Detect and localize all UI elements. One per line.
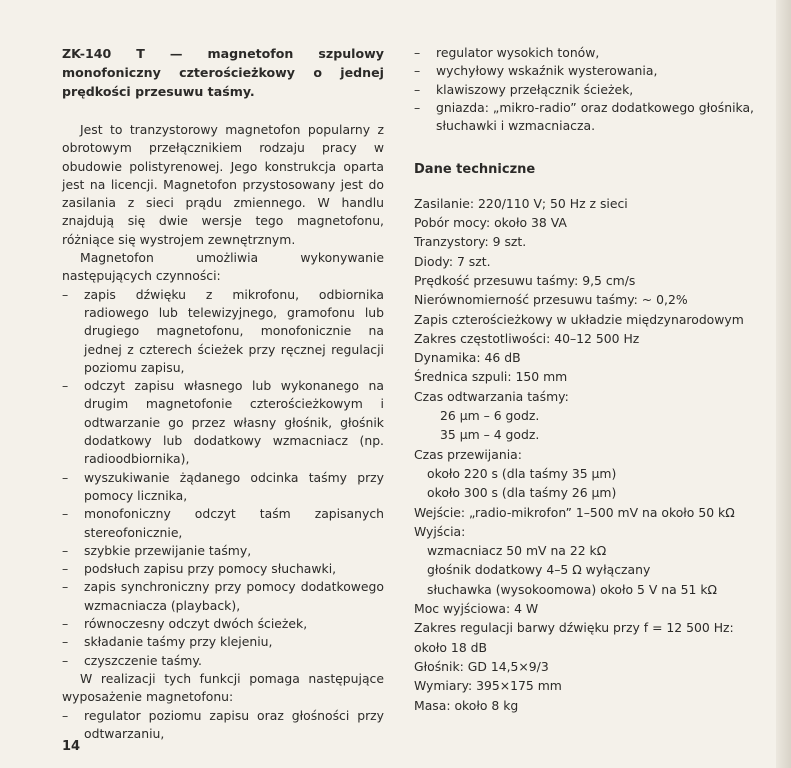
spec-line: Masa: około 8 kg xyxy=(414,697,519,713)
list-item: – odczyt zapisu własnego lub wykonanego na drugim magnetofonie czterościeżkowym i odtwarzanie go przez własny głośnik, głośnik dodatkowy lub dodatkowy wzmacniacz (np. radioodbiornika), xyxy=(62,377,384,468)
equipment-list-part2 xyxy=(414,44,754,135)
intro-paragraph: Jest to tranzystorowy magnetofon popularny z obrotowym przełącznikiem rodzaju pracy w obudowie polistyrenowej. Jego konstrukcja oparta jest na licencji. Magnetofon przystosowany jest do zasilania z sieci prądu zmiennego. W handlu znajdują się dwie wersje tego magnetofonu, różniące się wystrojem zewnętrznym. xyxy=(62,122,384,247)
spec-line: Zapis czterościeżkowy w układzie międzynarodowym xyxy=(414,311,744,327)
list-item: – równoczesny odczyt dwóch ścieżek, xyxy=(62,615,384,633)
list-item: – wychyłowy wskaźnik wysterowania, xyxy=(414,62,754,80)
product-title: ZK-140 T — magnetofon szpulowy monofoniczny czterościeżkowy o jednej prędkości przesuwu taśmy. xyxy=(62,46,384,99)
spec-line: Diody: 7 szt. xyxy=(414,253,491,269)
spec-line: Czas przewijania: xyxy=(414,446,522,462)
equipment-list-part1 xyxy=(62,707,384,744)
spec-line: głośnik dodatkowy 4–5 Ω wyłączany xyxy=(427,562,651,578)
list-item: – podsłuch zapisu przy pomocy słuchawki, xyxy=(62,560,384,578)
spec-line: 26 μm – 6 godz. xyxy=(440,408,540,424)
list-item: – zapis synchroniczny przy pomocy dodatkowego wzmacniacza (playback), xyxy=(62,578,384,615)
spec-line: słuchawka (wysokoomowa) około 5 V na 51 kΩ xyxy=(427,581,717,597)
left-column xyxy=(62,44,384,743)
tech-specs-list xyxy=(414,194,754,715)
spec-line: Głośnik: GD 14,5×9/3 xyxy=(414,658,549,674)
tech-data-heading: Dane techniczne xyxy=(414,162,536,178)
spec-line: Tranzystory: 9 szt. xyxy=(414,234,527,250)
spec-line: Zakres regulacji barwy dźwięku przy f = 12 500 Hz: xyxy=(414,620,734,636)
list-item: – regulator wysokich tonów, xyxy=(414,44,754,62)
spec-line: Zakres częstotliwości: 40–12 500 Hz xyxy=(414,330,640,346)
list-item: – wyszukiwanie żądanego odcinka taśmy przy pomocy licznika, xyxy=(62,469,384,506)
spec-line: Dynamika: 46 dB xyxy=(414,350,521,366)
list-item: – monofoniczny odczyt taśm zapisanych stereofonicznie, xyxy=(62,505,384,542)
page-gutter xyxy=(776,0,791,768)
page-number: 14 xyxy=(62,739,81,754)
spec-line: 35 μm – 4 godz. xyxy=(440,427,540,443)
spec-line: wzmacniacz 50 mV na 22 kΩ xyxy=(427,543,607,559)
list-item: – regulator poziomu zapisu oraz głośności przy odtwarzaniu, xyxy=(62,707,384,744)
spec-line: Średnica szpuli: 150 mm xyxy=(414,369,568,385)
spec-line: Wyjścia: xyxy=(414,523,466,539)
functions-list xyxy=(62,286,384,670)
spec-line: Zasilanie: 220/110 V; 50 Hz z sieci xyxy=(414,195,628,211)
right-column xyxy=(414,44,754,715)
equipment-intro: W realizacji tych funkcji pomaga następujące wyposażenie magnetofonu: xyxy=(62,670,384,705)
spec-line: około 18 dB xyxy=(414,639,488,655)
list-item: – składanie taśmy przy klejeniu, xyxy=(62,633,384,651)
spec-line: około 220 s (dla taśmy 35 μm) xyxy=(427,465,617,481)
list-item: – gniazda: „mikro-radio” oraz dodatkowego głośnika, słuchawki i wzmacniacza. xyxy=(414,99,754,136)
list-item: – zapis dźwięku z mikrofonu, odbiornika radiowego lub telewizyjnego, gramofonu lub drugiego magnetofonu, monofonicznie na jednej z czterech ścieżek przy ręcznej regulacji poziomu zapisu, xyxy=(62,286,384,377)
list-item: – czyszczenie taśmy. xyxy=(62,652,384,670)
spec-line: około 300 s (dla taśmy 26 μm) xyxy=(427,485,617,501)
spec-line: Prędkość przesuwu taśmy: 9,5 cm/s xyxy=(414,272,636,288)
spec-line: Moc wyjściowa: 4 W xyxy=(414,601,539,617)
functions-intro: Magnetofon umożliwia wykonywanie następujących czynności: xyxy=(62,250,384,284)
spec-line: Czas odtwarzania taśmy: xyxy=(414,388,569,404)
list-item: – klawiszowy przełącznik ścieżek, xyxy=(414,81,754,99)
spec-line: Wejście: „radio-mikrofon” 1–500 mV na około 50 kΩ xyxy=(414,504,735,520)
spec-line: Nierównomierność przesuwu taśmy: ~ 0,2% xyxy=(414,292,688,308)
spec-line: Pobór mocy: około 38 VA xyxy=(414,215,567,231)
list-item: – szybkie przewijanie taśmy, xyxy=(62,542,384,560)
spec-line: Wymiary: 395×175 mm xyxy=(414,678,562,694)
